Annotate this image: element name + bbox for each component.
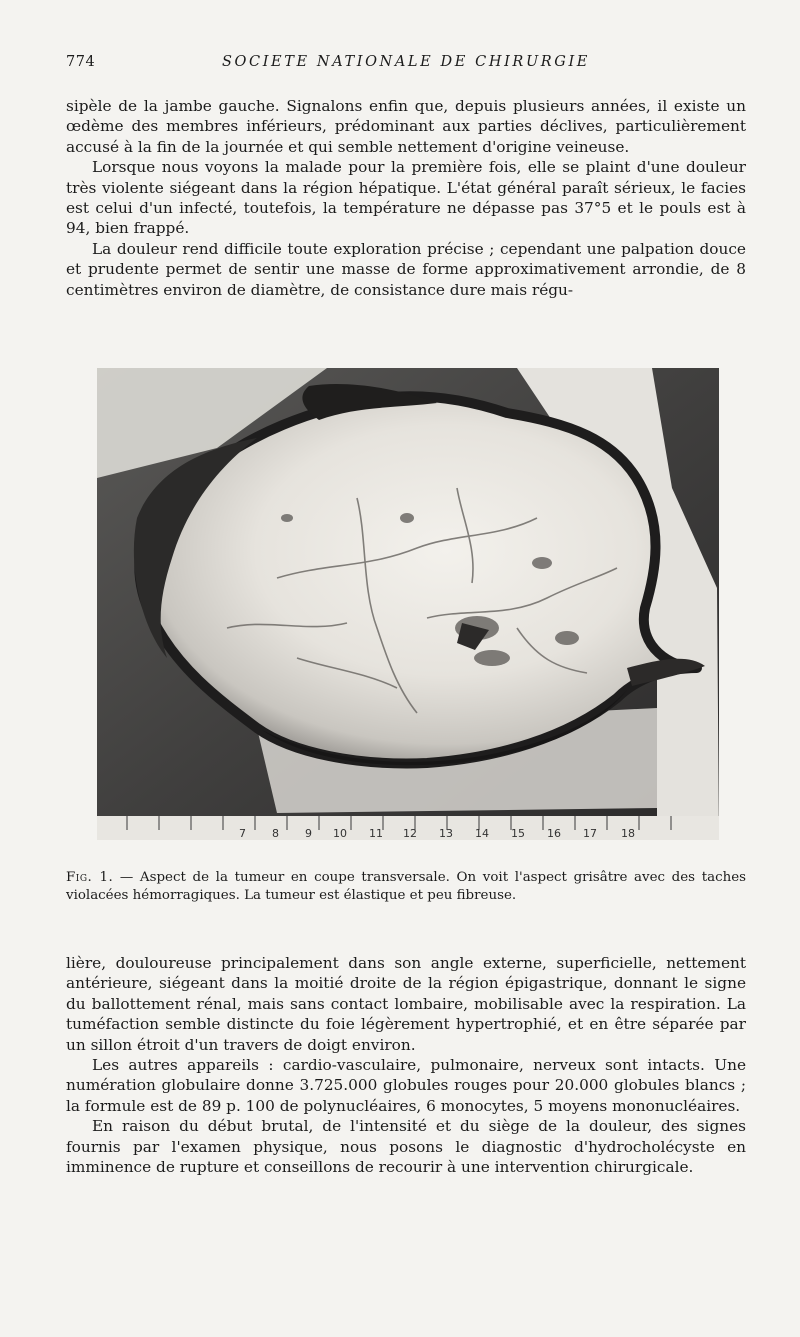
ruler-number: 11 [369,827,383,840]
ruler-number: 13 [439,827,453,840]
ruler-number: 15 [511,827,525,840]
journal-title: SOCIETE NATIONALE DE CHIRURGIE [222,54,590,70]
ruler-number: 9 [305,827,312,840]
figure-caption [66,869,746,905]
figure-caption-text: — Aspect de la tumeur en coupe transversale. On voit l'aspect grisâtre avec des taches violacées hémorragiques. La tumeur est élastique et peu fibreuse. [66,870,746,903]
ruler-number: 8 [272,827,279,840]
ruler-number: 14 [475,827,489,840]
ruler-number: 16 [547,827,561,840]
paragraph: sipèle de la jambe gauche. Signalons enfin que, depuis plusieurs années, il existe un œdème des membres inférieurs, prédominant aux parties déclives, particulièrement accusé à la fin de la journée et qui semble nettement d'origine veineuse. [66,97,746,156]
ruler-number: 18 [621,827,635,840]
ruler-number: 10 [333,827,347,840]
page-number: 774 [66,54,96,70]
ruler-number: 7 [239,827,246,840]
paragraph: Les autres appareils : cardio-vasculaire, pulmonaire, nerveux sont intacts. Une numération globulaire donne 3.725.000 globules rouges pour 20.000 globules blancs ; la formule est de 89 p. 100 de polynucléaires, 6 monocytes, 5 moyens mononucléaires. [66,1056,746,1115]
paragraph: La douleur rend difficile toute exploration précise ; cependant une palpation douce et prudente permet de sentir une masse de forme approximativement arrondie, de 8 centimètres environ de diamètre, de consistance dure mais régu- [66,239,746,299]
running-head [66,54,746,74]
ruler-number: 12 [403,827,417,840]
tumor-photograph-image [97,368,719,840]
tumor-photograph [97,368,719,840]
paragraph: Lorsque nous voyons la malade pour la première fois, elle se plaint d'une douleur très violente siégeant dans la région hépatique. L'état général paraît sérieux, le facies est celui d'un infecté, toutefois, la température ne dépasse pas 37°5 et le pouls est à 94, bien frappé. [66,158,746,238]
paragraph: lière, douloureuse principalement dans son angle externe, superficielle, nettement antérieure, siégeant dans la moitié droite de la région épigastrique, donnant le signe du ballottement rénal, mais sans contact lombaire, mobilisable avec la respiration. La tuméfaction semble distincte du foie légèrement hypertrophié, et en être séparée par un sillon étroit d'un travers de doigt environ. [66,954,746,1054]
body-text-bottom [66,953,746,1177]
paragraph: En raison du début brutal, de l'intensité et du siège de la douleur, des signes fournis par l'examen physique, nous posons le diagnostic d'hydrocholécyste en imminence de rupture et conseillons de recourir à une intervention chirurgicale. [66,1117,746,1177]
body-text-top [66,96,746,300]
ruler-number: 17 [583,827,597,840]
figure-label: Fig. 1. [66,870,114,885]
